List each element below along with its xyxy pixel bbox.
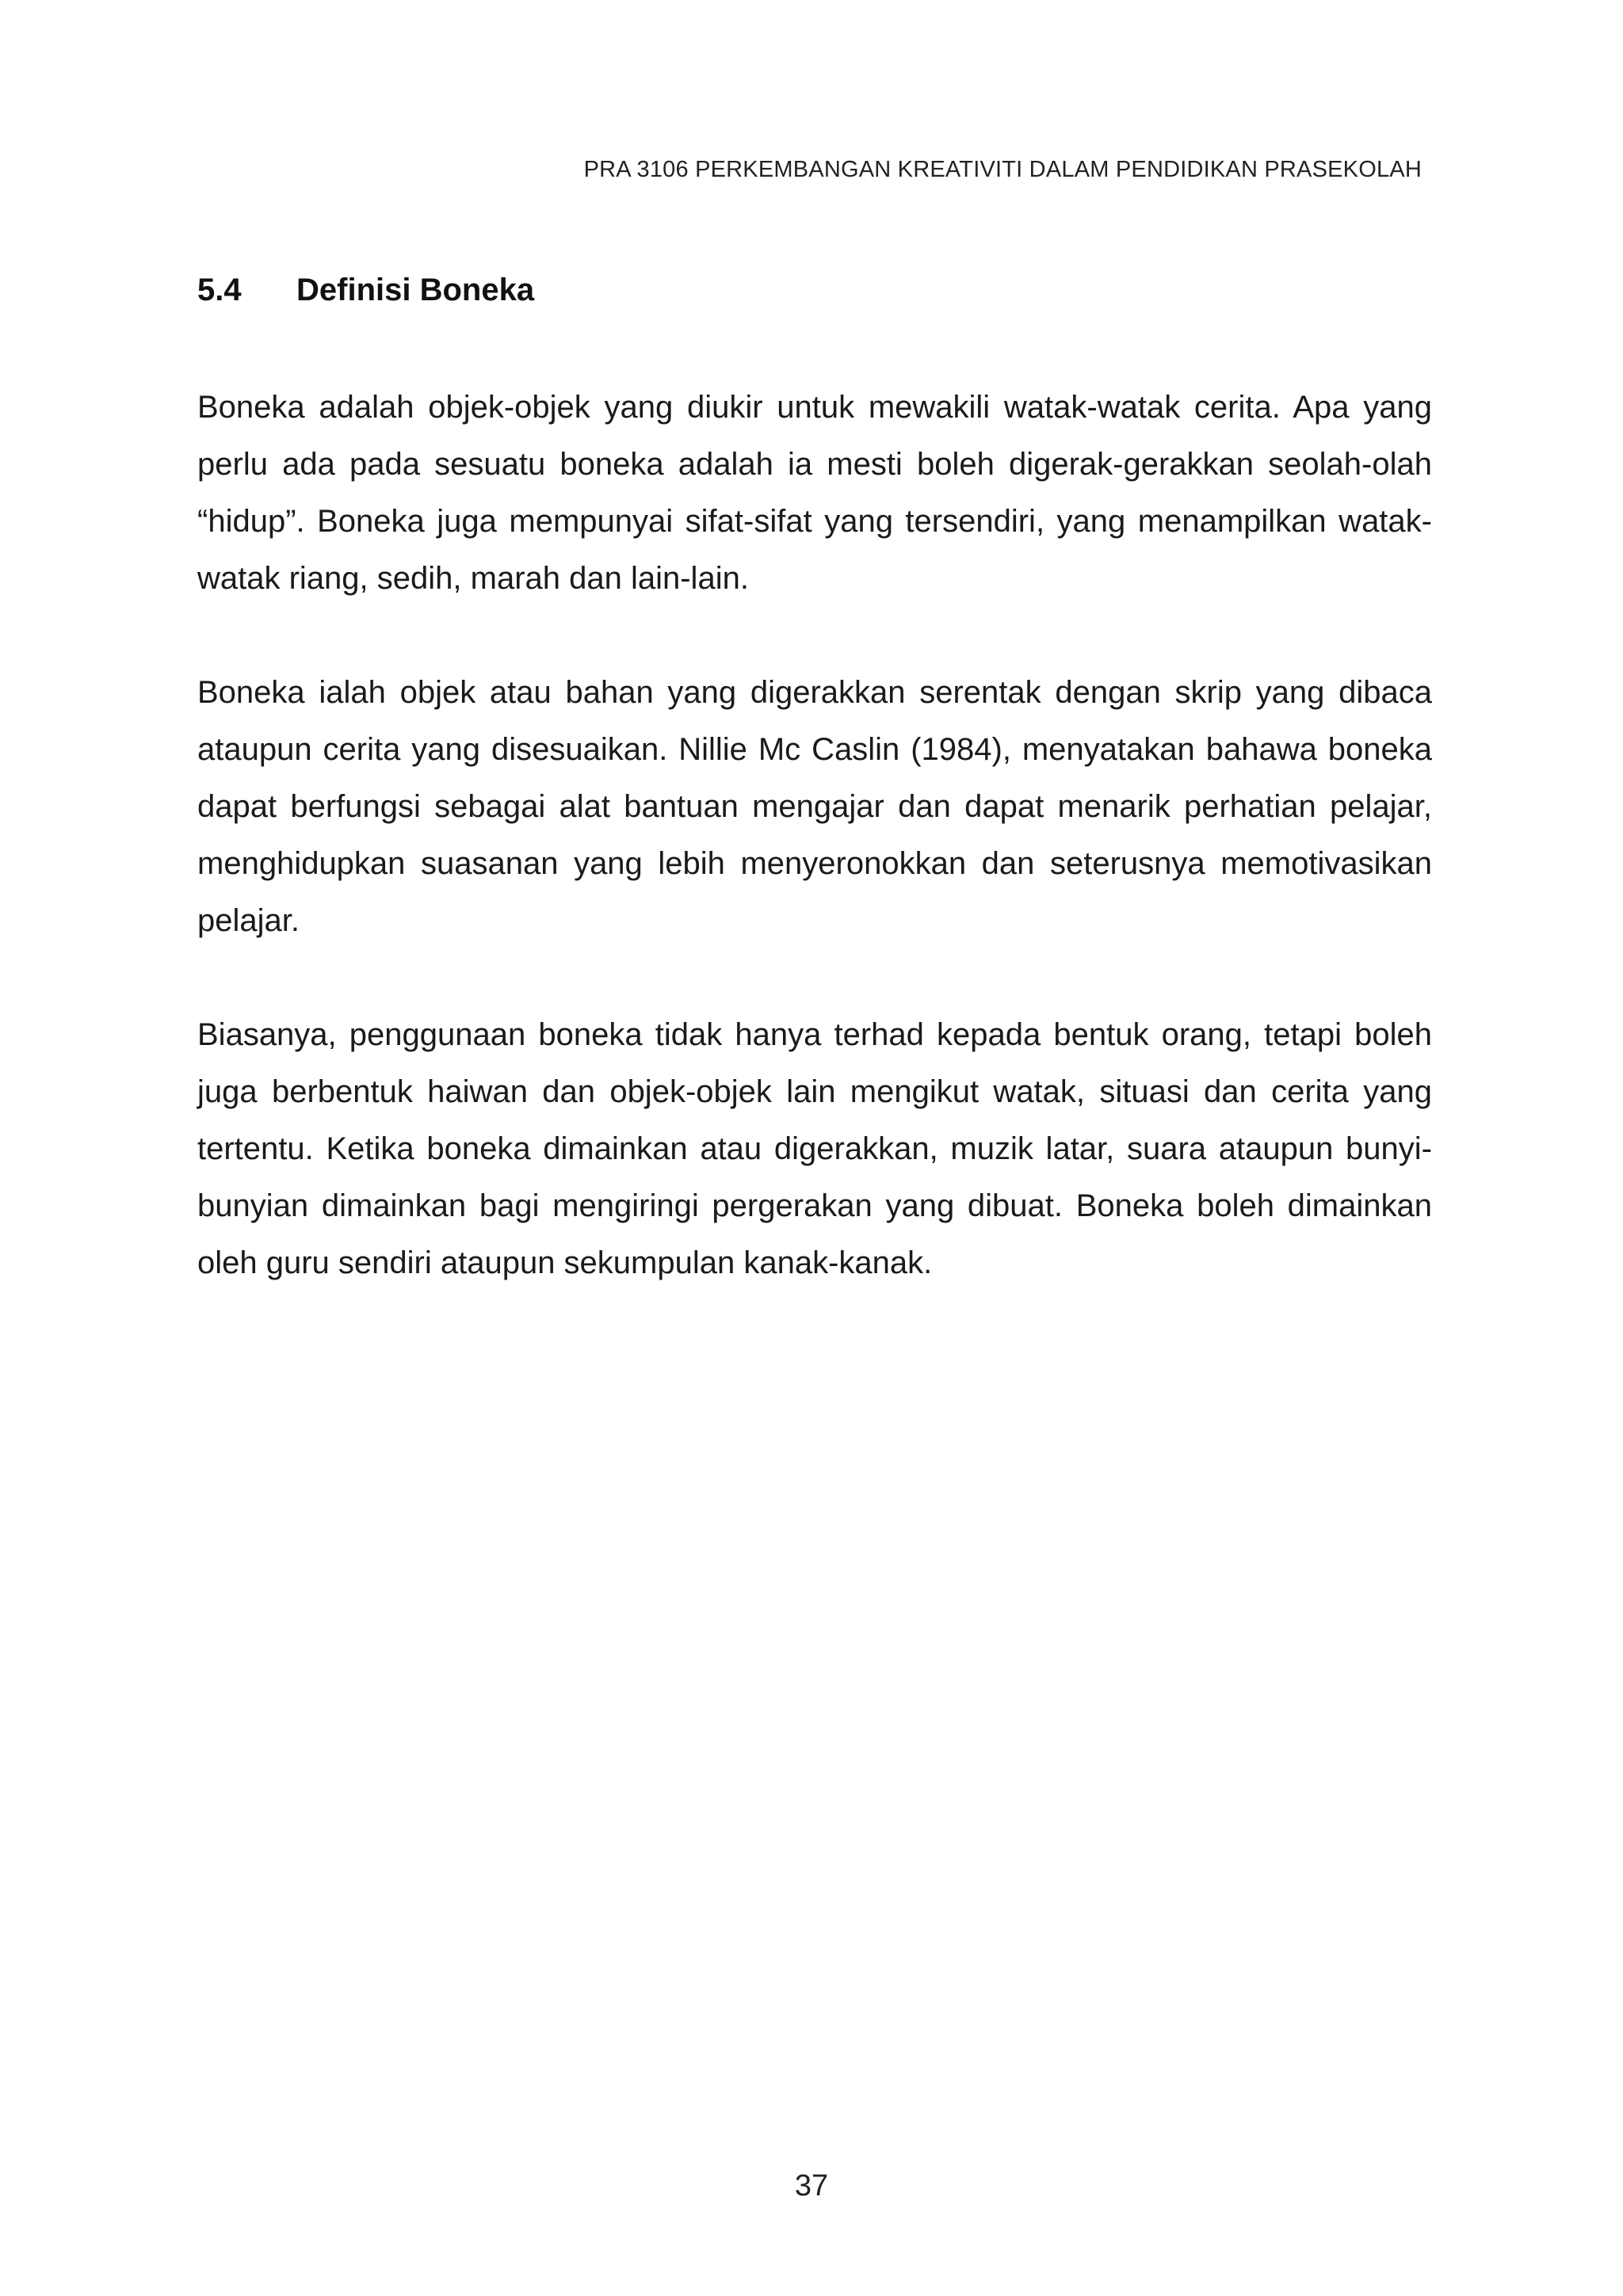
page-number: 37 (794, 2169, 829, 2203)
paragraph-1: Boneka adalah objek-objek yang diukir untuk mewakili watak-watak cerita. Apa yang perlu ada pada sesuatu boneka adalah ia mesti boleh digerak-gerakkan seolah-olah “hidup”. Boneka juga mempunyai sifat-sifat yang tersendiri, yang menampilkan watak-watak riang, sedih, marah dan lain-lain. (197, 390, 1432, 596)
section-heading (197, 273, 534, 308)
section-number: 5.4 (197, 273, 242, 307)
body-text (197, 379, 1432, 1348)
section-title: Definisi Boneka (296, 273, 535, 307)
paragraph-2: Boneka ialah objek atau bahan yang digerakkan serentak dengan skrip yang dibaca ataupun cerita yang disesuaikan. Nillie Mc Caslin (1984), menyatakan bahawa boneka dapat berfungsi sebagai alat bantuan mengajar dan dapat menarik perhatian pelajar, menghidupkan suasanan yang lebih menyeronokkan dan seterusnya memotivasikan pelajar. (197, 675, 1432, 938)
running-header: PRA 3106 PERKEMBANGAN KREATIVITI DALAM PENDIDIKAN PRASEKOLAH (583, 157, 1422, 182)
paragraph-3: Biasanya, penggunaan boneka tidak hanya terhad kepada bentuk orang, tetapi boleh juga berbentuk haiwan dan objek-objek lain mengikut watak, situasi dan cerita yang tertentu. Ketika boneka dimainkan atau digerakkan, muzik latar, suara ataupun bunyi-bunyian dimainkan bagi mengiringi pergerakan yang dibuat. Boneka boleh dimainkan oleh guru sendiri ataupun sekumpulan kanak-kanak. (197, 1017, 1432, 1280)
